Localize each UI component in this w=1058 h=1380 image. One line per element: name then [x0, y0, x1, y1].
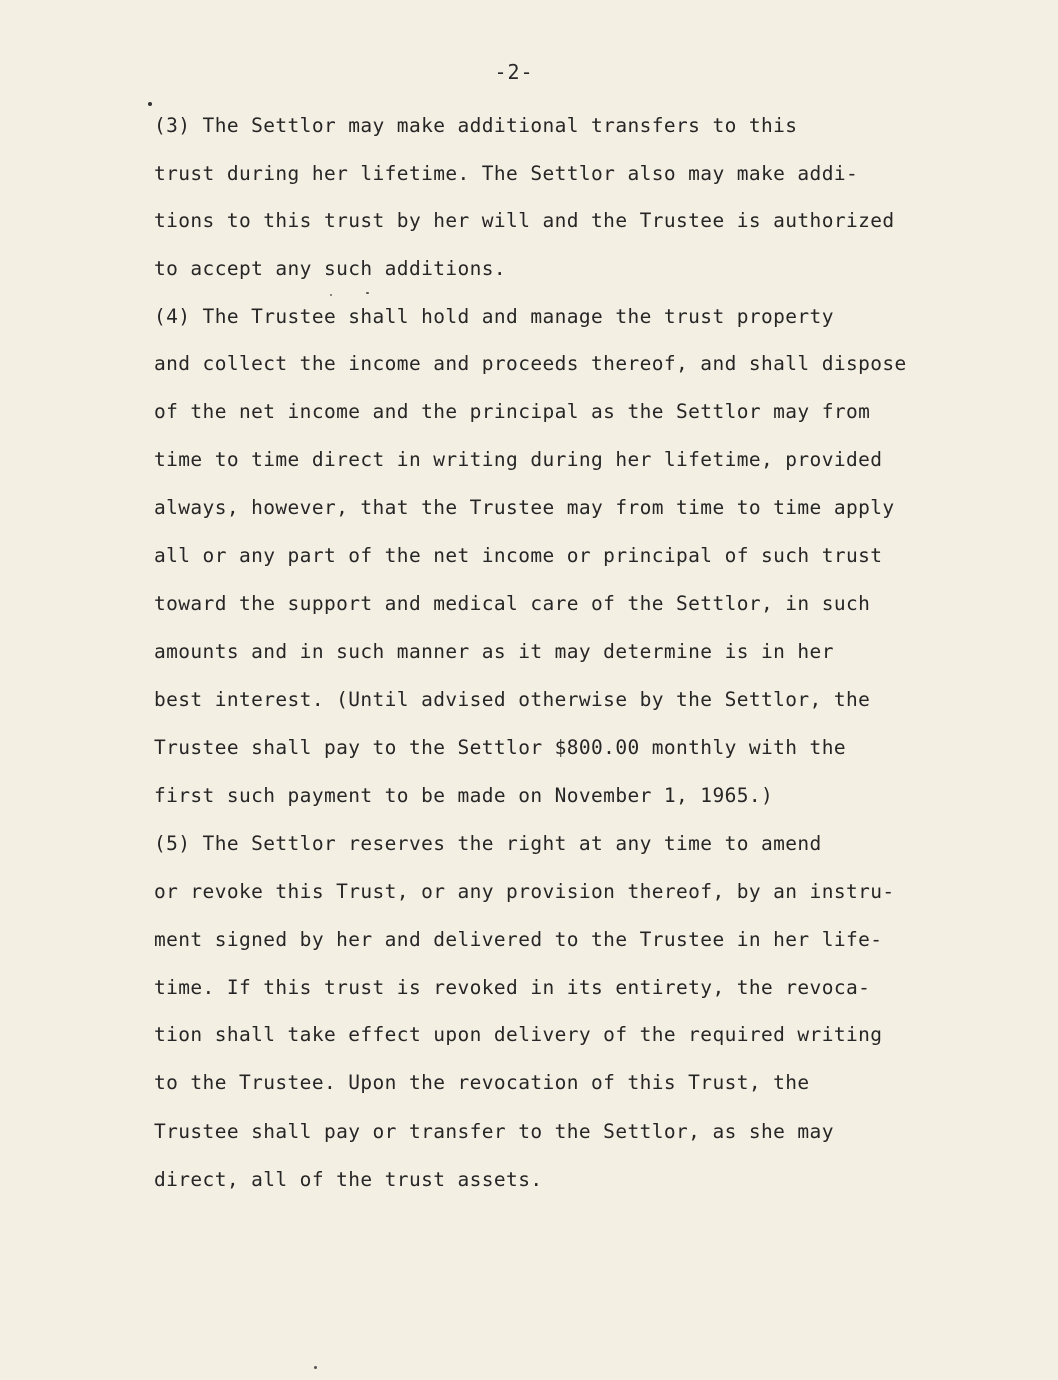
text-line: (3) The Settlor may make additional transfers to this: [154, 114, 798, 137]
text-line: Trustee shall pay to the Settlor $800.00 monthly with the: [154, 736, 846, 759]
ink-speck: [330, 294, 332, 296]
text-line: Trustee shall pay or transfer to the Settlor, as she may: [154, 1120, 834, 1143]
ink-speck: [148, 102, 152, 106]
text-line: and collect the income and proceeds thereof, and shall dispose: [154, 352, 907, 375]
text-line: of the net income and the principal as the Settlor may from: [154, 400, 871, 423]
text-line: tions to this trust by her will and the Trustee is authorized: [154, 209, 895, 232]
text-line: to accept any such additions.: [154, 257, 507, 280]
text-line: all or any part of the net income or principal of such trust: [154, 544, 883, 567]
text-line: time. If this trust is revoked in its entirety, the revoca-: [154, 976, 871, 999]
text-line: amounts and in such manner as it may determine is in her: [154, 640, 834, 663]
text-line: trust during her lifetime. The Settlor also may make addi-: [154, 162, 859, 185]
text-line: to the Trustee. Upon the revocation of this Trust, the: [154, 1071, 810, 1094]
text-line: time to time direct in writing during her lifetime, provided: [154, 448, 883, 471]
text-line: (5) The Settlor reserves the right at any time to amend: [154, 832, 822, 855]
ink-speck: [366, 292, 369, 294]
text-line: toward the support and medical care of the Settlor, in such: [154, 592, 871, 615]
text-line: first such payment to be made on November 1, 1965.): [154, 784, 774, 807]
text-line: (4) The Trustee shall hold and manage the trust property: [154, 305, 834, 328]
text-line: best interest. (Until advised otherwise by the Settlor, the: [154, 688, 871, 711]
text-line: always, however, that the Trustee may from time to time apply: [154, 496, 895, 519]
page-number: -2-: [494, 60, 534, 84]
text-line: tion shall take effect upon delivery of the required writing: [154, 1023, 883, 1046]
ink-speck: [314, 1366, 317, 1369]
text-line: direct, all of the trust assets.: [154, 1168, 543, 1191]
text-line: or revoke this Trust, or any provision thereof, by an instru-: [154, 880, 895, 903]
text-line: ment signed by her and delivered to the Trustee in her life-: [154, 928, 883, 951]
